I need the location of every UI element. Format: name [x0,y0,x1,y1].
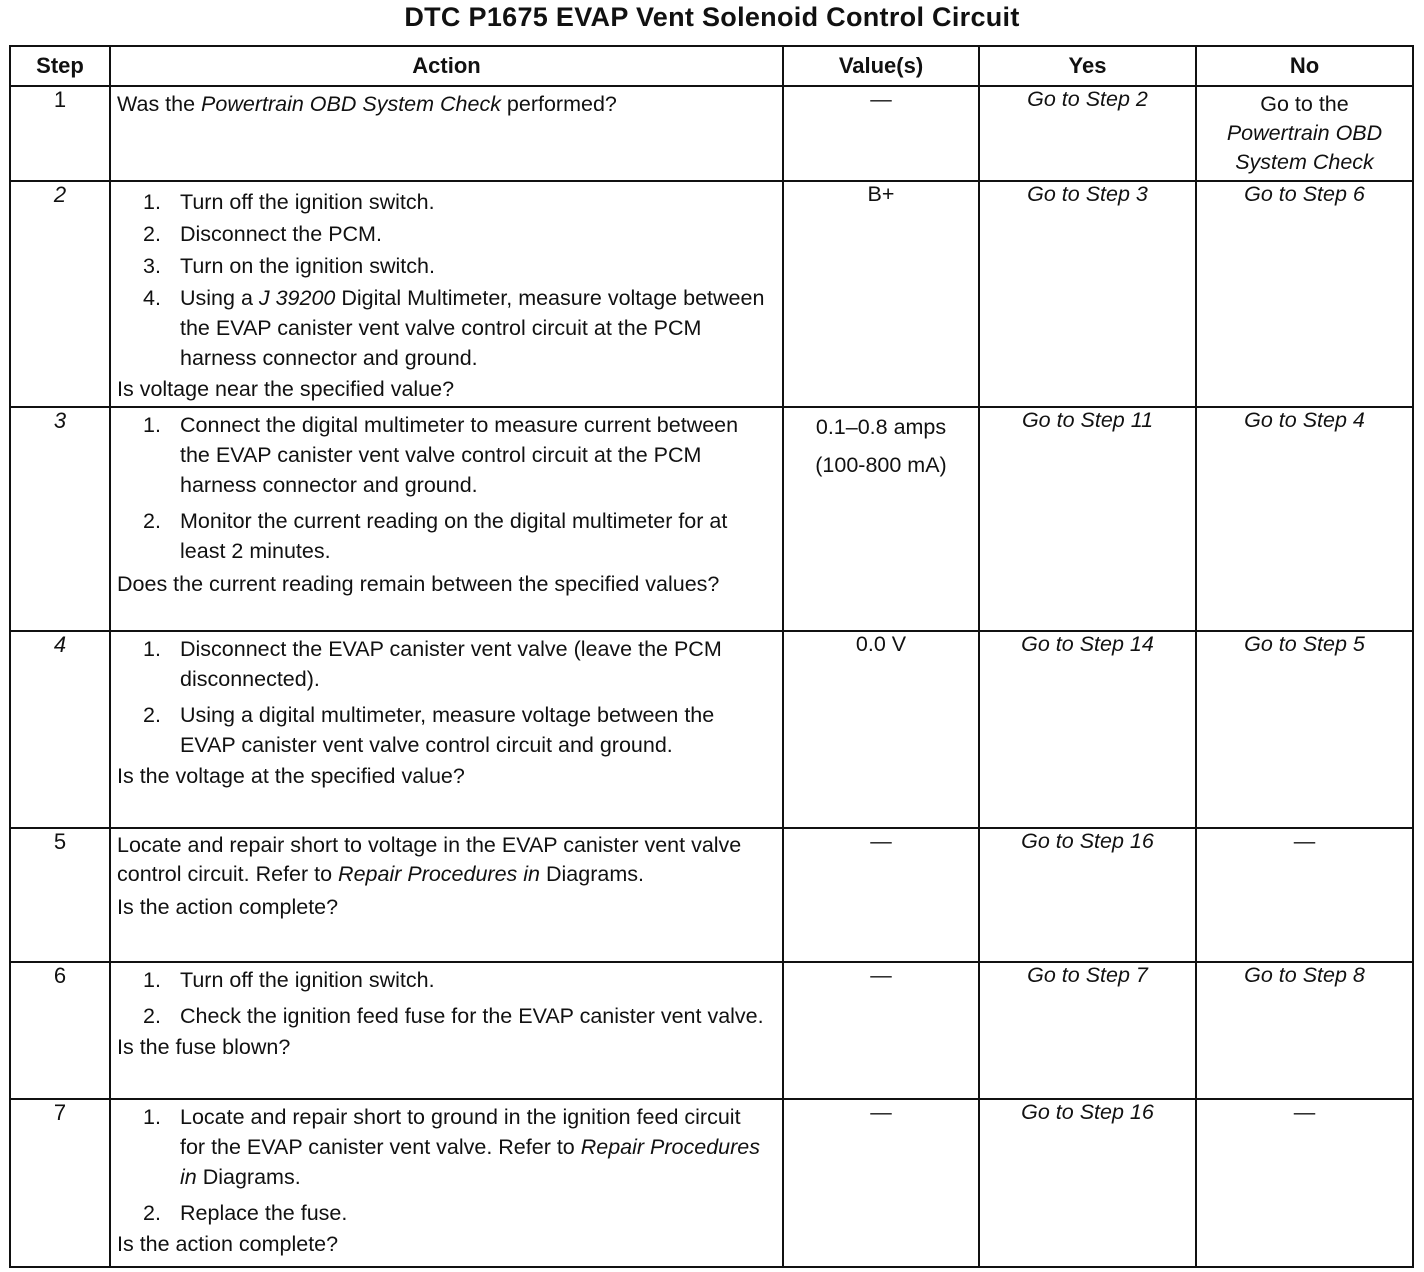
action-question: Is the action complete? [117,895,339,919]
value-cell: 0.0 V [783,631,979,828]
item-number: 2. [143,222,161,246]
value-cell: — [783,962,979,1099]
action-step-text: Diagrams. [196,1165,301,1189]
header-row [10,46,1413,86]
item-number: 4. [143,286,161,310]
item-number: 2. [143,1004,161,1028]
page-title: DTC P1675 EVAP Vent Solenoid Control Circuit [404,2,1020,32]
action-cell [110,631,783,828]
header-yes: Yes [979,46,1196,86]
action-link-text: Repair Procedures in [338,862,541,886]
no-text: Go to the [1260,92,1349,116]
table-row [10,407,1413,631]
no-value: — [1293,829,1316,853]
header-no: No [1196,46,1413,86]
action-cell [110,181,783,407]
action-step-text: Digital Multimeter, measure voltage between the EVAP canister vent valve control circuit at the PCM harness connector and ground. [180,286,765,370]
action-step-text: Check the ignition feed fuse for the EVAP canister vent valve. [180,1004,764,1028]
yes-cell: Go to Step 3 [979,181,1196,407]
action-step-text: Turn off the ignition switch. [180,190,435,214]
no-cell [1196,1099,1413,1267]
yes-cell: Go to Step 7 [979,962,1196,1099]
action-cell [110,86,783,181]
table-row [10,86,1413,181]
no-cell [1196,828,1413,962]
action-text: performed? [500,92,617,116]
action-step-text: Turn off the ignition switch. [180,968,435,992]
step-number: 4 [10,631,110,828]
action-step-text: Connect the digital multimeter to measure current between the EVAP canister vent valve control circuit at the PCM harness connector and ground. [180,413,739,497]
value-text: 0.1–0.8 amps [815,415,947,439]
step-number: 6 [10,962,110,1099]
action-link-text: Powertrain OBD System Check [201,92,501,116]
action-link-text: Repair Procedures in [180,1135,760,1189]
step-number: 7 [10,1099,110,1267]
no-cell [1196,86,1413,181]
action-cell [110,962,783,1099]
action-step-text: Using a digital multimeter, measure voltage between the EVAP canister vent valve control circuit and ground. [180,703,715,757]
value-text: (100-800 mA) [815,453,947,477]
action-step-text: Using a [180,286,259,310]
step-number: 1 [10,86,110,181]
table-row [10,181,1413,407]
yes-cell: Go to Step 14 [979,631,1196,828]
action-text: Diagrams. [540,862,644,886]
yes-cell: Go to Step 11 [979,407,1196,631]
value-cell: — [783,86,979,181]
action-question: Is voltage near the specified value? [117,377,455,401]
header-action: Action [110,46,783,86]
action-cell [110,1099,783,1267]
action-question: Does the current reading remain between the specified values? [117,572,720,596]
diagnostic-table [9,45,1414,1268]
action-step-text: Replace the fuse. [180,1201,348,1225]
yes-cell: Go to Step 16 [979,828,1196,962]
item-number: 1. [143,968,161,992]
action-step-text: Monitor the current reading on the digital multimeter for at least 2 minutes. [180,509,728,563]
action-cell [110,407,783,631]
value-cell [783,407,979,631]
step-number: 5 [10,828,110,962]
item-number: 2. [143,509,161,533]
action-question: Is the fuse blown? [117,1035,291,1059]
action-text: Locate and repair short to voltage in the EVAP canister vent valve control circuit. Refer to [117,833,742,886]
item-number: 3. [143,254,161,278]
value-cell: — [783,1099,979,1267]
item-number: 1. [143,190,161,214]
no-text: System Check [1235,150,1374,174]
step-number: 3 [10,407,110,631]
item-number: 2. [143,1201,161,1225]
action-question: Is the voltage at the specified value? [117,764,465,788]
yes-cell: Go to Step 2 [979,86,1196,181]
item-number: 1. [143,1105,161,1129]
no-value: — [1293,1100,1316,1124]
action-question: Is the action complete? [117,1232,339,1256]
action-text: Was the [117,92,202,116]
action-step-text: Disconnect the EVAP canister vent valve (leave the PCM disconnected). [180,637,722,691]
action-step-text: Locate and repair short to ground in the ignition feed circuit for the EVAP canister vent valve. Refer to [180,1105,741,1159]
item-number: 1. [143,413,161,437]
table-row [10,631,1413,828]
table-row [10,962,1413,1099]
tool-name: J 39200 [258,286,336,310]
value-cell: — [783,828,979,962]
header-step: Step [10,46,110,86]
header-values: Value(s) [783,46,979,86]
action-step-text: Disconnect the PCM. [180,222,382,246]
no-cell: Go to Step 4 [1196,407,1413,631]
action-step-text: Turn on the ignition switch. [180,254,435,278]
table-row [10,828,1413,962]
no-text: Powertrain OBD [1226,121,1383,145]
yes-cell: Go to Step 16 [979,1099,1196,1267]
no-cell: Go to Step 8 [1196,962,1413,1099]
step-number: 2 [10,181,110,407]
no-cell: Go to Step 5 [1196,631,1413,828]
action-cell [110,828,783,962]
item-number: 1. [143,637,161,661]
no-cell: Go to Step 6 [1196,181,1413,407]
value-cell: B+ [783,181,979,407]
item-number: 2. [143,703,161,727]
table-row [10,1099,1413,1267]
